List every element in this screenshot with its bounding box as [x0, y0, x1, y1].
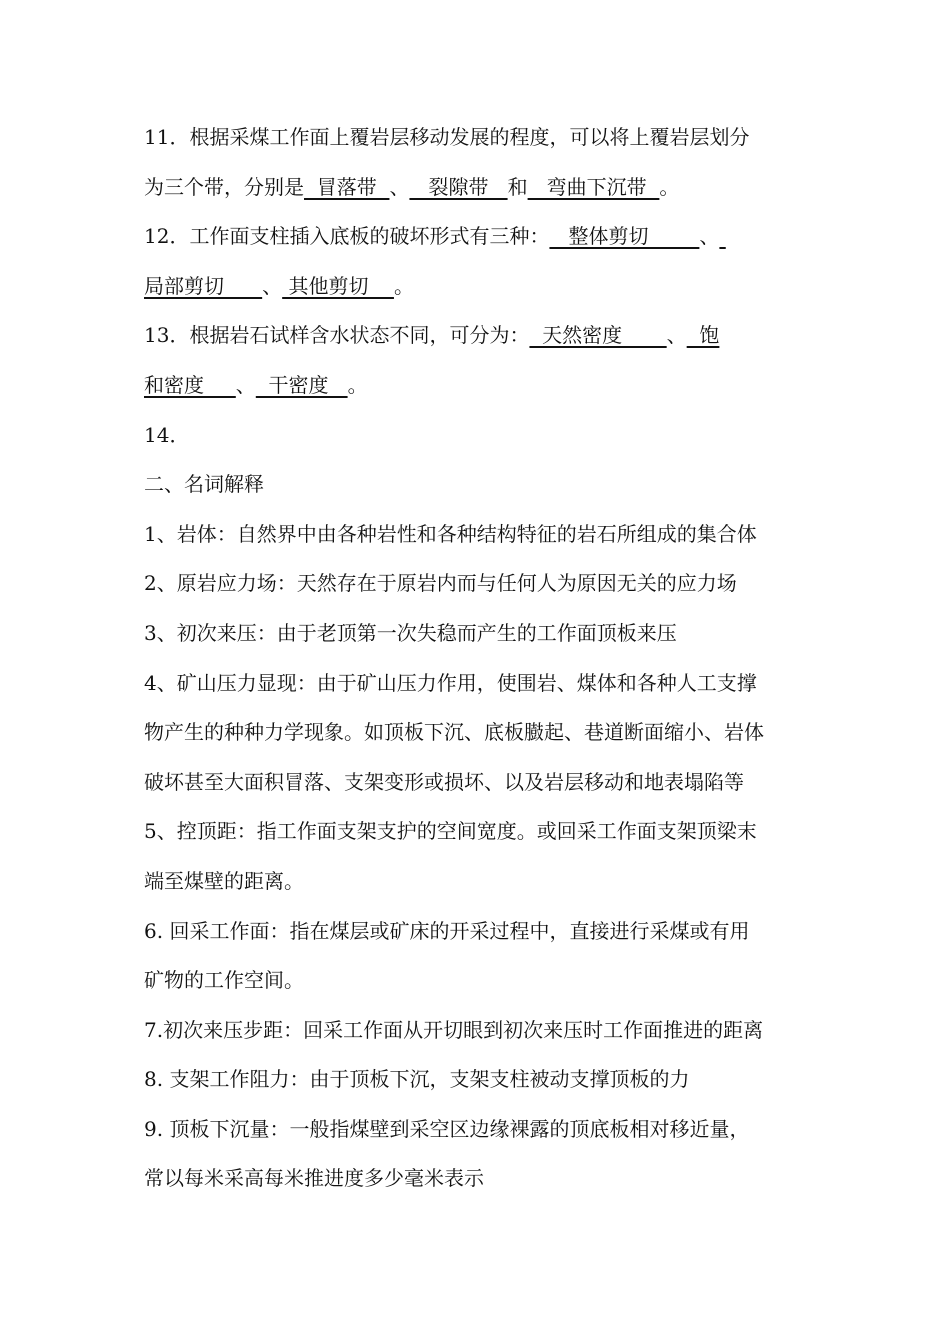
q11-blank-3: 弯曲下沉带 — [527, 174, 660, 199]
q12-blank-2-trail — [224, 274, 262, 298]
definition-line: 物产生的种种力学现象。如顶板下沉、底板臌起、巷道断面缩小、岩体 — [144, 720, 764, 745]
q12-end: 。 — [393, 273, 414, 298]
q13-sep-2: 、 — [235, 372, 256, 397]
q12-text: 12．工作面支柱插入底板的破坏形式有三种： — [144, 224, 550, 249]
definition-line: 7.初次来压步距：回采工作面从开切眼到初次来压时工作面推进的距离 — [144, 1017, 764, 1042]
definition-line: 矿物的工作空间。 — [144, 968, 304, 993]
definition-line: 9. 顶板下沉量：一般指煤壁到采空区边缘裸露的顶底板相对移近量， — [144, 1116, 750, 1141]
q12-sep-1: 、 — [699, 224, 720, 249]
q12-blank-2: 局部剪切 — [144, 273, 224, 298]
q12-blank-3: 其他剪切 — [282, 273, 394, 298]
definition-line: 端至煤壁的距离。 — [144, 868, 304, 893]
definition-line: 破坏甚至大面积冒落、支架变形或损坏、以及岩层移动和地表塌陷等 — [144, 769, 744, 794]
q12-blank-1: 整体剪切 — [549, 224, 700, 249]
q12-line-2 — [144, 266, 844, 316]
definition-line: 6. 回采工作面：指在煤层或矿床的开采过程中，直接进行采煤或有用 — [144, 918, 750, 943]
q11-sep-2: 和 — [507, 174, 528, 199]
definition-line: 2、原岩应力场：天然存在于原岩内而与任何人为原因无关的应力场 — [144, 571, 737, 596]
q12-line-1 — [144, 216, 844, 266]
definition-line: 常以每米采高每米推进度多少毫米表示 — [144, 1166, 484, 1191]
document-page — [144, 117, 844, 1208]
section-title: 二、名词解释 — [144, 472, 264, 497]
definition-line: 4、矿山压力显现：由于矿山压力作用，使围岩、煤体和各种人工支撑 — [144, 670, 757, 695]
definition-line: 5、控顶距：指工作面支架支护的空间宽度。或回采工作面支架顶梁末 — [144, 819, 757, 844]
definition-line: 1、岩体：自然界中由各种岩性和各种结构特征的岩石所组成的集合体 — [144, 521, 757, 546]
q12-blank-2-start — [719, 224, 725, 248]
q11-text: 为三个带，分别是 — [144, 174, 304, 199]
q13-blank-2-start: 饱 — [686, 323, 720, 348]
q11-end: 。 — [659, 174, 680, 199]
q11-sep-1: 、 — [389, 174, 410, 199]
q13-blank-3: 干密度 — [255, 372, 348, 397]
q13-end: 。 — [347, 372, 368, 397]
q13-text: 13．根据岩石试样含水状态不同，可分为： — [144, 323, 530, 348]
q13-line-1 — [144, 315, 844, 365]
q11-line-1: 11．根据采煤工作面上覆岩层移动发展的程度，可以将上覆岩层划分 — [144, 125, 750, 149]
q11-line-2 — [144, 167, 844, 217]
definition-line: 8. 支架工作阻力：由于顶板下沉，支架支柱被动支撑顶板的力 — [144, 1067, 690, 1092]
q11-blank-2: 裂隙带 — [409, 174, 508, 199]
q12-sep-2: 、 — [262, 273, 283, 298]
q13-blank-1: 天然密度 — [529, 323, 667, 348]
definition-line: 3、初次来压：由于老顶第一次失稳而产生的工作面顶板来压 — [144, 620, 677, 645]
q13-blank-2: 和密度 — [144, 372, 236, 397]
q13-line-2 — [144, 365, 844, 415]
q14-line: 14． — [144, 422, 190, 447]
q13-sep-1: 、 — [666, 323, 687, 348]
q11-blank-1: 冒落带 — [304, 174, 390, 199]
